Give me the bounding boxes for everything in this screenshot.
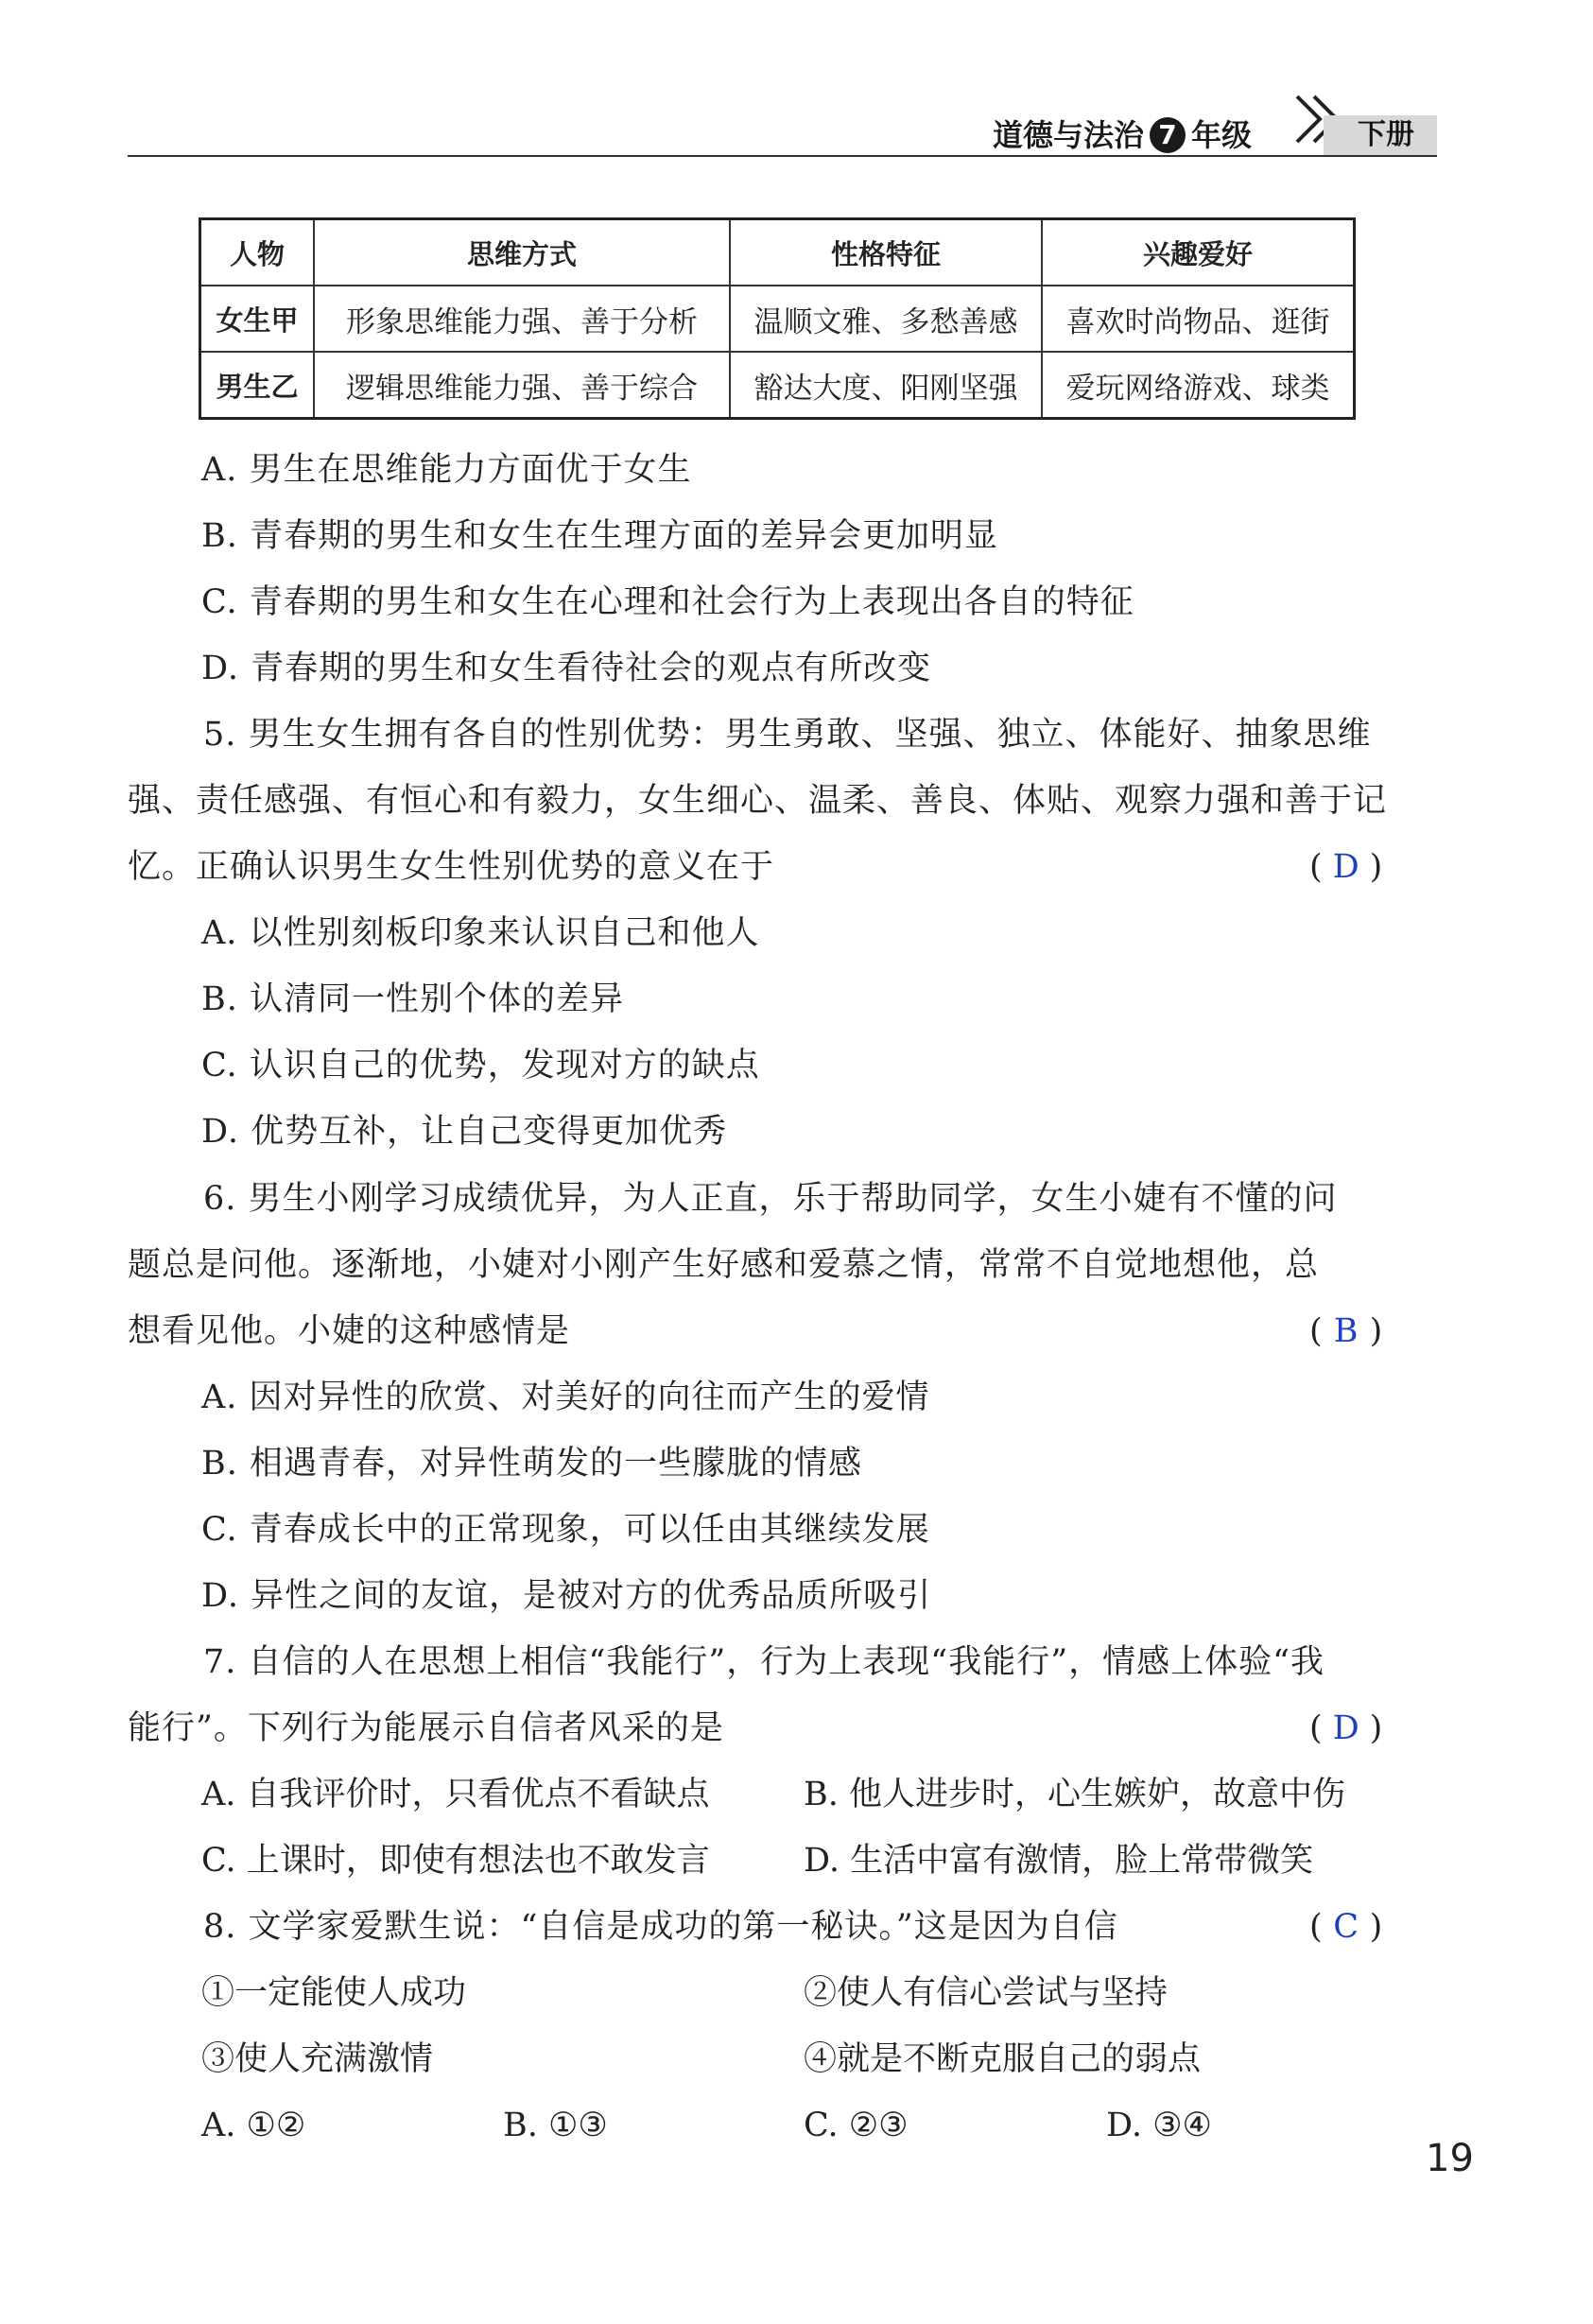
traits-table: [199, 217, 1356, 420]
q8-stem-line: 8. 文学家爱默生说：“自信是成功的第一秘诀。”这是因为自信: [203, 1908, 1118, 1946]
q8-statement-2: ②使人有信心尝试与坚持: [804, 1974, 1169, 2012]
q5-option-a: A. 以性别刻板印象来认识自己和他人: [201, 914, 760, 952]
q7-answer: ( D ): [1309, 1705, 1382, 1752]
q7-option-c: C. 上课时，即使有想法也不敢发言: [201, 1842, 710, 1880]
table-header-row: [200, 219, 1355, 286]
q7-option-b: B. 他人进步时，心生嫉妒，故意中伤: [804, 1776, 1345, 1813]
table-cell: 形象思维能力强、善于分析: [314, 286, 730, 352]
grade-label: 年级: [1191, 117, 1253, 153]
q5-option-d: D. 优势互补，让自己变得更加优秀: [201, 1113, 728, 1151]
q6-answer: ( B ): [1309, 1308, 1382, 1355]
answer-letter: B: [1333, 1312, 1359, 1350]
answer-letter: D: [1332, 848, 1359, 886]
grade-badge: 7: [1150, 117, 1186, 153]
q5-stem-line: 强、责任感强、有恒心和有毅力，女生细心、温柔、善良、体贴、观察力强和善于记: [128, 782, 1388, 820]
table-cell: 喜欢时尚物品、逛街: [1042, 286, 1355, 352]
table-cell: 女生甲: [200, 286, 315, 352]
table-cell: 逻辑思维能力强、善于综合: [314, 352, 730, 419]
q8-statement-1: ①一定能使人成功: [201, 1974, 467, 2012]
q6-stem-line: 题总是问他。逐渐地，小婕对小刚产生好感和爱慕之情，常常不自觉地想他，总: [128, 1246, 1320, 1284]
q8-option-b: B. ①③: [503, 2107, 608, 2144]
subject-name: 道德与法治: [993, 117, 1145, 153]
q7-option-d: D. 生活中富有激情，脸上常带微笑: [804, 1842, 1314, 1880]
q8-option-d: D. ③④: [1106, 2107, 1212, 2144]
table-header-cell: 性格特征: [730, 219, 1042, 286]
q7-option-a: A. 自我评价时，只看优点不看缺点: [201, 1776, 710, 1813]
q8-option-a: A. ①②: [201, 2107, 306, 2144]
q6-option-d: D. 异性之间的友谊，是被对方的优秀品质所吸引: [201, 1577, 932, 1615]
q6-option-c: C. 青春成长中的正常现象，可以任由其继续发展: [201, 1511, 930, 1549]
table-cell: 男生乙: [200, 352, 315, 419]
table-header-cell: 兴趣爱好: [1042, 219, 1355, 286]
q8-statement-3: ③使人充满激情: [201, 2040, 434, 2078]
q8-answer: ( C ): [1309, 1903, 1382, 1951]
table-cell: 爱玩网络游戏、球类: [1042, 352, 1355, 419]
volume-label: 下册: [1358, 118, 1414, 151]
q5-option-c: C. 认识自己的优势，发现对方的缺点: [201, 1047, 760, 1084]
table-row: [200, 352, 1355, 419]
table-header-cell: 思维方式: [314, 219, 730, 286]
table-cell: 温顺文雅、多愁善感: [730, 286, 1042, 352]
table-cell: 豁达大度、阳刚坚强: [730, 352, 1042, 419]
q4-option-a: A. 男生在思维能力方面优于女生: [201, 451, 692, 489]
table-row: [200, 286, 1355, 352]
q5-stem-line: 5. 男生女生拥有各自的性别优势：男生勇敢、坚强、独立、体能好、抽象思维: [203, 716, 1372, 754]
q6-stem-line: 想看见他。小婕的这种感情是: [128, 1312, 571, 1350]
header-title: [993, 112, 1252, 159]
q6-option-a: A. 因对异性的欣赏、对美好的向往而产生的爱情: [201, 1379, 930, 1416]
q6-stem-line: 6. 男生小刚学习成绩优异，为人正直，乐于帮助同学，女生小婕有不懂的问: [203, 1180, 1338, 1218]
page-number: 19: [1426, 2137, 1474, 2180]
q8-option-c: C. ②③: [804, 2107, 909, 2144]
q6-option-b: B. 相遇青春，对异性萌发的一些朦胧的情感: [201, 1445, 862, 1483]
q7-stem-line: 7. 自信的人在思想上相信“我能行”，行为上表现“我能行”，情感上体验“我: [203, 1643, 1325, 1681]
q4-option-b: B. 青春期的男生和女生在生理方面的差异会更加明显: [201, 517, 998, 555]
q5-stem-line: 忆。正确认识男生女生性别优势的意义在于: [128, 848, 775, 886]
q4-option-d: D. 青春期的男生和女生看待社会的观点有所改变: [201, 650, 932, 687]
table-header-cell: 人物: [200, 219, 315, 286]
q8-statement-4: ④就是不断克服自己的弱点: [804, 2040, 1202, 2078]
header-rule: [128, 155, 1437, 157]
q5-option-b: B. 认清同一性别个体的差异: [201, 980, 624, 1018]
q4-option-c: C. 青春期的男生和女生在心理和社会行为上表现出各自的特征: [201, 583, 1134, 621]
q7-stem-line: 能行”。下列行为能展示自信者风采的是: [128, 1709, 724, 1747]
answer-letter: D: [1332, 1709, 1359, 1747]
q5-answer: ( D ): [1309, 843, 1382, 891]
answer-letter: C: [1333, 1908, 1359, 1946]
